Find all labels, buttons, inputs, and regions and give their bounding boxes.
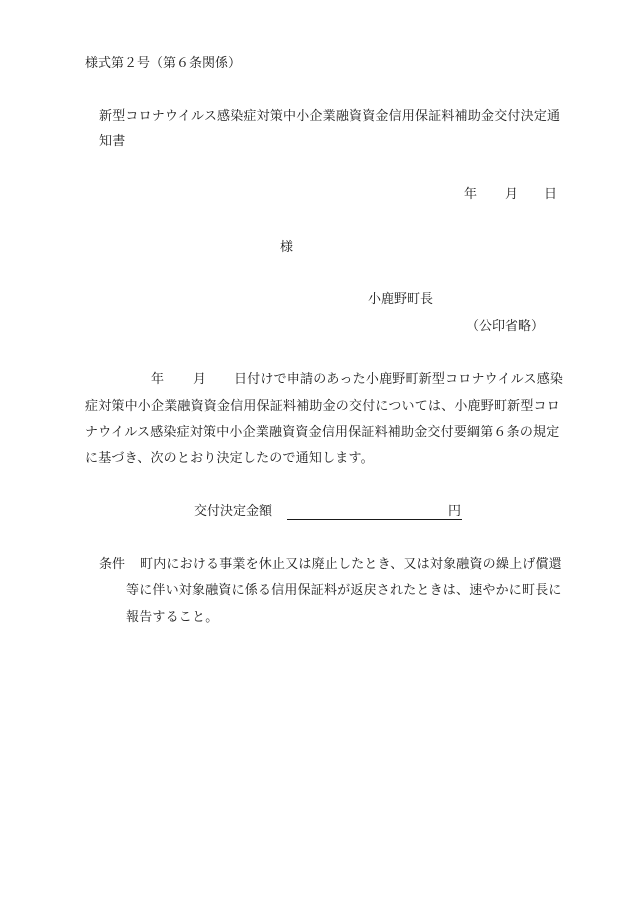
body-line4: に基づき、次のとおり決定したので通知します。 [85, 451, 374, 466]
amount-unit: 円 [448, 504, 462, 519]
date-day: 日 [544, 187, 558, 202]
body-line3: ナウイルス感染症対策中小企業融資資金信用保証料補助金交付要綱第６条の規定 [85, 425, 560, 440]
addressee-suffix: 様 [280, 240, 294, 255]
seal-note: （公印省略） [466, 319, 545, 334]
body-month: 月 [193, 372, 207, 387]
body-line2: 症対策中小企業融資資金信用保証料補助金の交付については、小鹿野町新型コロ [85, 399, 560, 414]
form-number: 様式第２号（第６条関係） [85, 56, 242, 71]
condition-line1: 町内における事業を休止又は廃止したとき、又は対象融資の繰上げ償還 [140, 557, 562, 572]
condition-line3: 報告すること。 [126, 610, 219, 625]
condition-label: 条件 [99, 557, 126, 572]
body-year: 年 [151, 372, 165, 387]
issuer-name: 小鹿野町長 [368, 292, 434, 307]
condition-line2: 等に伴い対象融資に係る信用保証料が返戻されたときは、速やかに町長に [126, 583, 562, 598]
date-year: 年 [464, 187, 478, 202]
document-title-line1: 新型コロナウイルス感染症対策中小企業融資資金信用保証料補助金交付決定通 [99, 109, 561, 124]
date-month: 月 [505, 187, 519, 202]
body-line1: 日付けで申請のあった小鹿野町新型コロナウイルス感染 [234, 372, 564, 387]
amount-label: 交付決定金額 [194, 504, 273, 519]
document-title-line2: 知書 [99, 134, 126, 149]
amount-blank-line [287, 519, 462, 520]
